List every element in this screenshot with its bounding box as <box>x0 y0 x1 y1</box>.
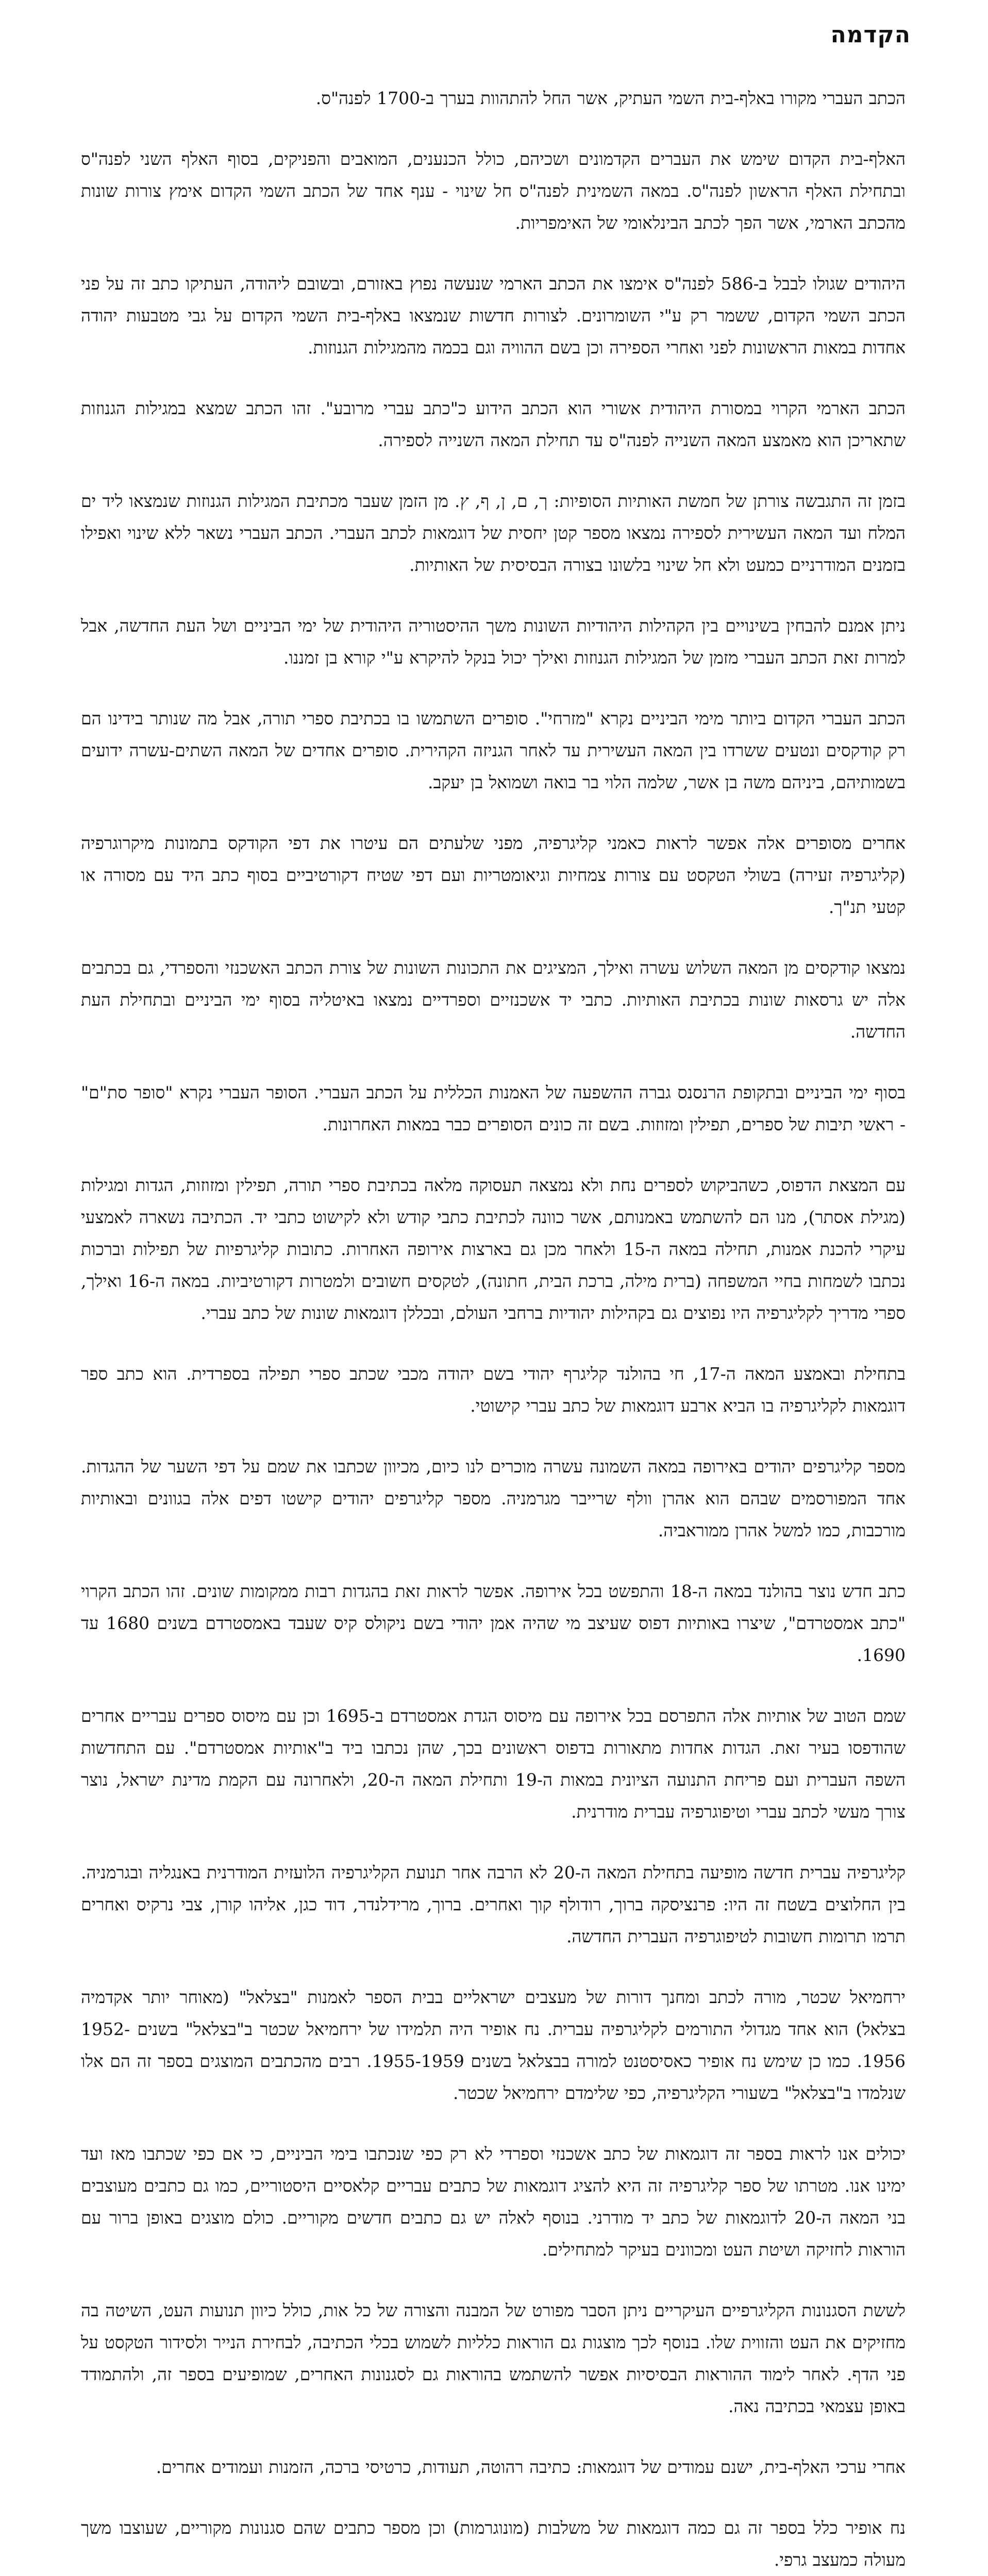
paragraph-7: הכתב העברי הקדום ביותר מימי הביניים נקרא "מזרחי". סופרים השתמשו בו בכתיבת ספרי תורה, אבל מה שנותר בידינו הם רק קודקסים ונטעים ששרדו בין המאה העשירית עד לאחר הגניזה הקהירית. סופרים אחדים של המאה השתים-עשרה ידועים בשמותיהם, ביניהם משה בן אשר, שלמה הלוי בר בואה ושמואל בן יעקב. <box>81 708 906 792</box>
paragraph-5: בזמן זה התגבשה צורתן של חמשת האותיות הסופיות: ך, ם, ן, ף, ץ. מן הזמן שעבר מכתיבת המגילות הגנוזות שנמצאו ליד ים המלח ועד המאה העשירית לספירה נמצאו מספר קטן יחסית של דוגמאות לכתב העברי. הכתב העברי נשאר ללא שינוי ואפילו בזמנים המודרניים כמעט ולא חל שינוי בלשונו בצורה הבסיסית של האותיות. <box>81 491 906 575</box>
paragraph-21: נח אופיר כלל בספר זה גם כמה דוגמאות של משלבות (מונוגרמות) וכן מספר כתבים שהם סגנונות מקוריים, שעוצבו משך מעולה כמעצב גרפי. <box>81 2518 906 2570</box>
paragraph-3: היהודים שגולו לבבל ב-586 לפנה"ס אימצו את הכתב הארמי שנעשה נפוץ באזורם, ובשובם ליהודה, העתיקו כתב זה על פני הכתב השמי הקדום, ששמר רק ע"י השומרונים. לצורות חדשות שנמצאו באלף-בית השמי הקדום על גבי מטבעות יהודה אחדות במאות הראשונות לפני ואחרי הספירה וכן בשם ההוויה וגם בכמה מהמגילות הגנוזות. <box>81 274 906 358</box>
paragraph-10: בסוף ימי הביניים ובתקופת הרנסנס גברה ההשפעה של האמנות הכללית על הכתב העברי. הסופר העברי נקרא "סופר סת"ם" - ראשי תיבות של ספרים, תפילין ומזוזות. בשם זה כונים הסופרים כבר במאות האחרונות. <box>81 1082 906 1134</box>
document-body <box>81 82 906 2576</box>
paragraph-12: בתחילת ובאמצע המאה ה-17, חי בהולנד קליגרף יהודי בשם יהודה מכבי שכתב ספרי תפילה בספרדית. הוא כתב ספר דוגמאות לקליגרפיה בו הביא ארבע דוגמאות של כתב עברי קישוטי. <box>81 1364 906 1416</box>
paragraph-15: שמם הטוב של אותיות אלה התפרסם בכל אירופה עם מיסוס הגדת אמסטרדם ב-1695 וכן עם מיסוס ספרים עבריים אחרים שהודפסו בעיר זאת. הגדות אחדות מתאורות בדפוס ראשונים בכך, שהן נכתבו ביד ב"אותיות אמסטרדם". עם התחדשות השפה העברית ועם פריחת התנועה הציונית במאות ה-19 ותחילת המאה ה-20, ולאחרונה עם הקמת מדינת ישראל, נוצר צורך מעשי לכתב עברי וטיפוגרפיה עברית מודרנית. <box>81 1706 906 1822</box>
paragraph-16: קליגרפיה עברית חדשה מופיעה בתחילת המאה ה-20 לא הרבה אחר תנועת הקליגרפיה הלועזית המודרנית באנגליה ובגרמניה. בין החלוצים בשטח זה היו: פרנציסקה ברוך, רודולף קוך ואחרים. ברוך, מרידלנדר, דוד כגן, אליהו קורן, צבי נרקיס ואחרים תרמו תרומות חשובות לטיפוגרפיה העברית החדשה. <box>81 1862 906 1946</box>
paragraph-20: אחרי ערכי האלף-בית, ישנם עמודים של דוגמאות: כתיבה רהוטה, תעודות, כרטיסי ברכה, הזמנות ועמודים אחרים. <box>156 2457 906 2477</box>
paragraph-17: ירחמיאל שכטר, מורה לכתב ומחנך דורות של מעצבים ישראליים בבית הספר לאמנות "בצלאל" (מאוחר יותר אקדמיה בצלאל) הוא אחד מגדולי התורמים לקליגרפיה עברית. נח אופיר היה תלמידו של ירחמיאל שכטר ב"בצלאל" בשנים 1952-1956. כמו כן שימש נח אופיר כאסיסטנט למורה בבצלאל בשנים 1955-1959. רבים מהכתבים המוצגים בספר זה הם אלו שנלמדו ב"בצלאל" בשעורי הקליגרפיה, כפי שלימדם ירחמיאל שכטר. <box>81 1987 906 2103</box>
paragraph-2: האלף-בית הקדום שימש את העברים הקדמונים ושכיהם, כולל הכנענים, המואבים והפניקים, בסוף האלף השני לפנה"ס ובתחילת האלף הראשון לפנה"ס. במאה השמינית לפנה"ס חל שינוי - ענף אחד של הכתב השמי הקדום אימץ צורות שונות מהכתב הארמי, אשר הפך לכתב הבינלאומי של האימפריות. <box>81 149 906 233</box>
paragraph-6: ניתן אמנם להבחין בשינויים בין הקהילות היהודיות השונות משך ההיסטוריה היהודית של ימי הביניים ושל העת החדשה, אבל למרות זאת הכתב העברי מזמן של המגילות הגנוזות ואילך יכול בנקל להיקרא ע"י קורא בן זמננו. <box>81 616 906 668</box>
paragraph-1: הכתב העברי מקורו באלף-בית השמי העתיק, אשר החל להתהוות בערך ב-1700 לפנה"ס. <box>315 88 906 108</box>
paragraph-14: כתב חדש נוצר בהולנד במאה ה-18 והתפשט בכל אירופה. אפשר לראות זאת בהגדות רבות ממקומות שונים. זהו הכתב הקרוי "כתב אמסטרדם", שיצרו באותיות דפוס שעיצב מי שהיה אמן יהודי בשם ניקולס קיס שעבד באמסטרדם בשנים 1680 עד 1690. <box>81 1581 906 1665</box>
paragraph-13: מספר קליגרפים יהודים באירופה במאה השמונה עשרה מוכרים לנו כיום, מכיוון שכתבו את שמם על דפי השער של ההגדות. אחד המפורסמים שבהם הוא אהרן וולף שרייבר מגרמניה. מספר קליגרפים יהודים קישטו דפים אלה בגוונים ובאותיות מורכבות, כמו למשל אהרן ממוראביה. <box>81 1456 906 1540</box>
paragraph-19: לששת הסגנונות הקליגרפיים העיקריים ניתן הסבר מפורט של המבנה והצורה של כל אות, כולל כיוון תנועות העט, השיטה בה מחזיקים את העט והזווית שלו. בנוסף לכך מוצגות גם הוראות כלליות לשמוש בכלי הכתיבה, לבחירת הנייר ולסידור הטקסט על פני הדף. לאחר לימוד ההוראות הבסיסיות אפשר להשתמש בהוראות גם לסגנונות האחרים, שמופיעים בספר זה, ולהתמודד באופן עצמאי בכתיבה נאה. <box>81 2300 906 2416</box>
paragraph-4: הכתב הארמי הקרוי במסורת היהודית אשורי הוא הכתב הידוע כ"כתב עברי מרובע". זהו הכתב שמצא במגילות הגנוזות שתאריכן הוא מאמצע המאה השנייה לפנה"ס עד תחילת המאה השנייה לספירה. <box>81 398 906 450</box>
paragraph-9: נמצאו קודקסים מן המאה השלוש עשרה ואילך, המציגים את התכונות השונות של צורת הכתב האשכנזי והספרדי, גם בכתבים אלה יש גרסאות שונות בכתיבת האותיות. כתבי יד אשכנזיים וספרדיים נמצאו באיטליה בסוף ימי הביניים ובתחילת העת החדשה. <box>81 958 906 1042</box>
paragraph-11: עם המצאת הדפוס, כשהביקוש לספרים נחת ולא נמצאה תעסוקה מלאה בכתיבת ספרי תורה, תפילין ומזוזות, הגדות ומגילות (מגילת אסתר), מנו הם להשתמש באמנותם, אשר כוונה לכתיבת כתבי קודש ולא לקישוט כתבי יד. הכתיבה נשארה לאמצעי עיקרי להכנת אמנות, תחילה במאה ה-15 ולאחר מכן גם בארצות אירופה האחרות. כתובות קליגרפיות של תפילות וברכות נכתבו לשמחות בחיי המשפחה (ברית מילה, ברכת הבית, חתונה), לטקסים חשובים ולמטרות דקורטיביות. במאה ה-16 ואילך, ספרי מדריך לקליגרפיה היו נפוצים גם בקהילות יהודיות ברחבי העולם, ובכללן דוגמאות שונות של כתב עברי. <box>81 1175 906 1323</box>
paragraph-18: יכולים אנו לראות בספר זה דוגמאות של כתב אשכנזי וספרדי לא רק כפי שנכתבו בימי הביניים, כי אם כפי שכתבו מאז ועד ימינו אנו. מטרתו של ספר קליגרפיה זה היא להציג דוגמאות של כתבים עבריים קלאסיים היסטוריים, כמו גם כתבים מעוצבים בני המאה ה-20 לדוגמאות של כתב יד מודרני. בנוסף לאלה יש גם כתבים חדשים מקוריים. כולם מוצגים באופן ברור עם הוראות לחזיקה ושיטת העט ומכוונים בעיקר למתחילים. <box>81 2144 906 2260</box>
page-title: הקדמה <box>830 22 911 48</box>
paragraph-8: אחרים מסופרים אלה אפשר לראות כאמני קליגרפיה, מפני שלעתים הם עיטרו את דפי הקודקס בתמונות מיקרוגרפיה (קליגרפיה זעירה) בשולי הטקסט עם צורות צמחיות וגיאומטריות ועם דפי שטיח דקורטיביים בסוף כתב היד עם מסורה או קטעי תנ"ך. <box>81 833 906 917</box>
